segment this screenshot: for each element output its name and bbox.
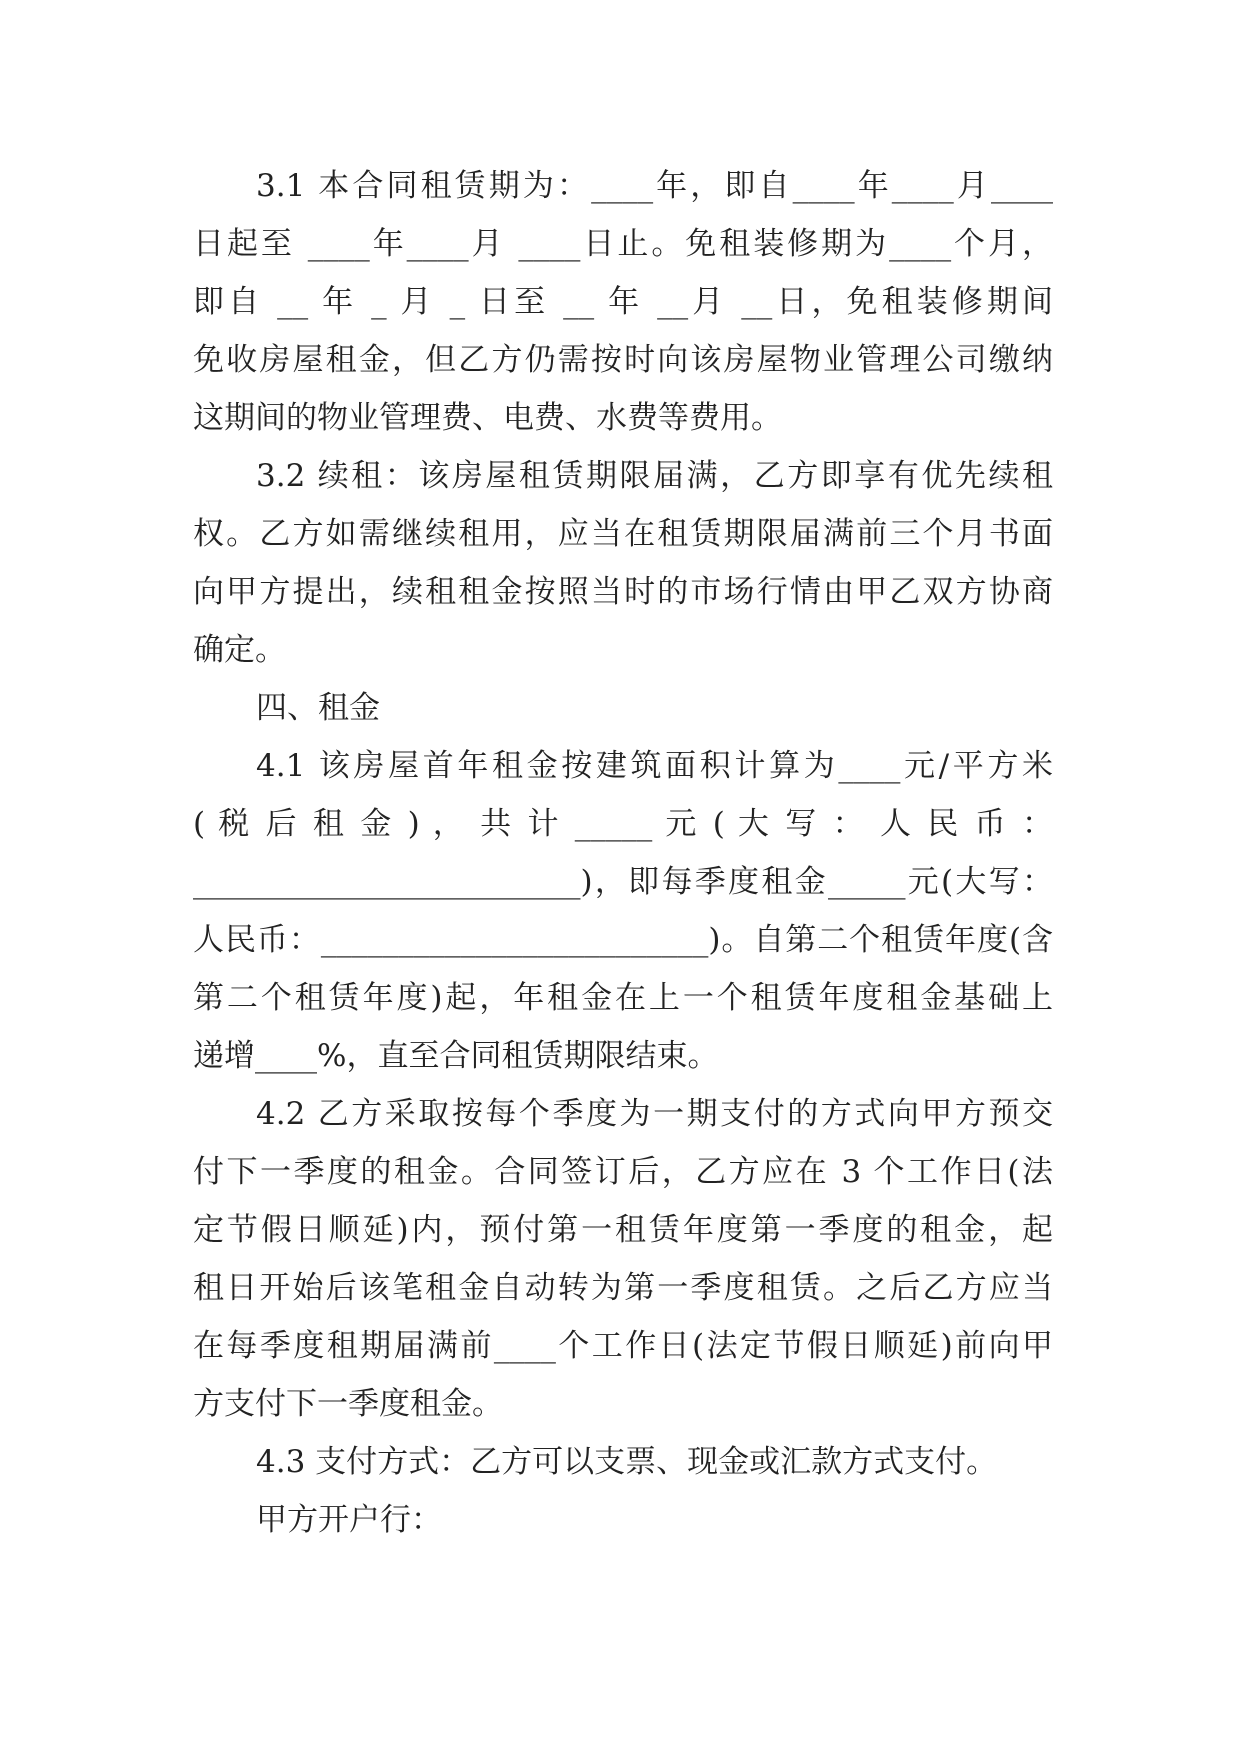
text-line: 向甲方提出，续租租金按照当时的市场行情由甲乙双方协商 xyxy=(193,574,1053,610)
text-line: 权。乙方如需继续租用，应当在租赁期限届满前三个月书面 xyxy=(193,516,1053,552)
text-line: 方支付下一季度租金。 xyxy=(193,1386,503,1422)
text-line: 4.1 该房屋首年租金按建筑面积计算为____元/平方米 xyxy=(256,748,1053,784)
text-line: 第二个租赁年度)起，年租金在上一个租赁年度租金基础上 xyxy=(193,980,1053,1016)
text-line: 确定。 xyxy=(193,632,286,668)
text-line: 这期间的物业管理费、电费、水费等费用。 xyxy=(193,400,782,436)
text-line: 在每季度租期届满前____个工作日(法定节假日顺延)前向甲 xyxy=(193,1328,1053,1364)
text-line: 定节假日顺延)内，预付第一租赁年度第一季度的租金，起 xyxy=(193,1212,1053,1248)
text-line: 人民币：_________________________)。自第二个租赁年度(含 xyxy=(193,922,1053,958)
text-line: 甲方开户行： xyxy=(256,1502,442,1538)
text-line: 日起至 ____年____月 ____日止。免租装修期为____个月， xyxy=(193,226,1053,262)
text-line: _________________________)，即每季度租金_____元(大写： xyxy=(193,864,1053,900)
text-line: 递增____%，直至合同租赁期限结束。 xyxy=(193,1038,719,1074)
section-heading: 四、租金 xyxy=(256,690,380,726)
text-line: 4.2 乙方采取按每个季度为一期支付的方式向甲方预交 xyxy=(256,1096,1053,1132)
text-line: 4.3 支付方式：乙方可以支票、现金或汇款方式支付。 xyxy=(256,1444,998,1480)
text-line: 免收房屋租金，但乙方仍需按时向该房屋物业管理公司缴纳 xyxy=(193,342,1053,378)
text-line: 租日开始后该笔租金自动转为第一季度租赁。之后乙方应当 xyxy=(193,1270,1053,1306)
text-line: ( 税 后 租 金 ) ， 共 计 _____ 元 ( 大 写 ： 人 民 币 ： xyxy=(193,806,1053,842)
text-line: 3.1 本合同租赁期为：____年，即自____年____月____ xyxy=(256,168,1053,204)
text-line: 3.2 续租：该房屋租赁期限届满，乙方即享有优先续租 xyxy=(256,458,1053,494)
text-line: 即自 __ 年 _ 月 _ 日至 __ 年 __月 __日，免租装修期间 xyxy=(193,284,1053,320)
text-line: 付下一季度的租金。合同签订后，乙方应在 3 个工作日(法 xyxy=(193,1154,1053,1190)
